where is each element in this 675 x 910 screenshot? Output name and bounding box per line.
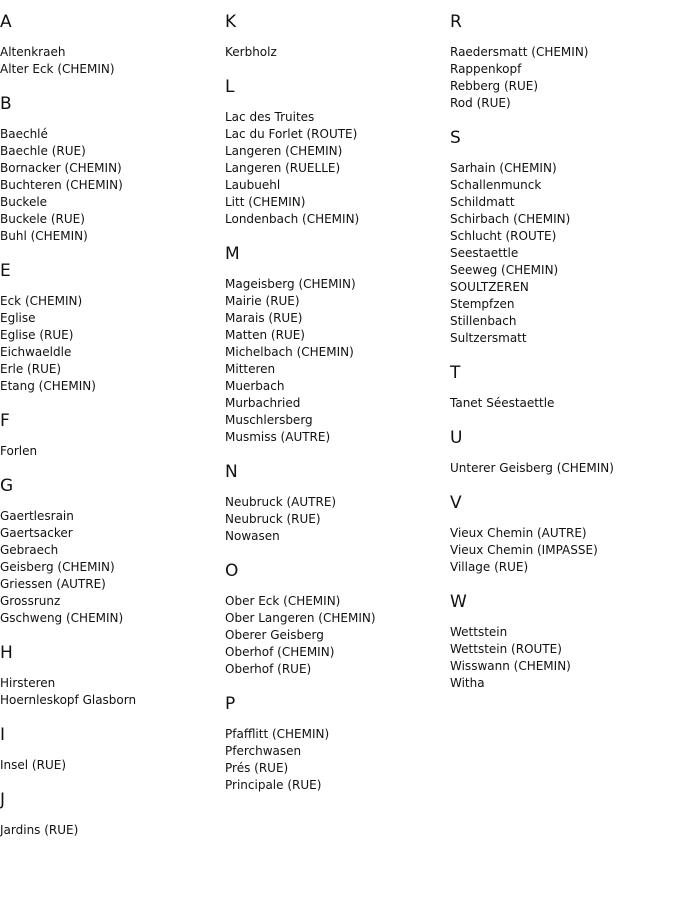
street-list-item — [0, 610, 220, 627]
letter-section-k — [225, 8, 445, 61]
street-list-item — [450, 641, 670, 658]
street-link[interactable]: Bornacker (CHEMIN) — [0, 161, 122, 175]
street-list-item — [0, 344, 220, 361]
street-link[interactable]: Schirbach (CHEMIN) — [450, 212, 571, 226]
letter-section-s — [450, 124, 670, 347]
street-link[interactable]: Prés (RUE) — [225, 761, 289, 775]
street-list — [225, 593, 445, 678]
street-link[interactable]: Sultzersmatt — [450, 331, 527, 345]
street-list-item — [450, 228, 670, 245]
street-list-item — [225, 160, 445, 177]
letter-section-h — [0, 639, 220, 709]
street-link[interactable]: Baechle (RUE) — [0, 144, 86, 158]
street-list — [0, 126, 220, 245]
street-link[interactable]: Pfafflitt (CHEMIN) — [225, 727, 330, 741]
letter-heading: T — [450, 363, 461, 383]
street-link[interactable]: Ober Langeren (CHEMIN) — [225, 611, 376, 625]
street-link[interactable]: Geisberg (CHEMIN) — [0, 560, 115, 574]
street-list-item — [0, 542, 220, 559]
letter-heading: J — [0, 790, 6, 810]
street-list — [450, 525, 670, 576]
street-link[interactable]: Stillenbach — [450, 314, 517, 328]
street-list-item — [225, 109, 445, 126]
street-list-item — [0, 44, 220, 61]
street-list-item — [0, 177, 220, 194]
street-list-item — [0, 675, 220, 692]
street-list-item — [450, 624, 670, 641]
street-link[interactable]: Eichwaeldle — [0, 345, 72, 359]
street-list-item — [225, 361, 445, 378]
street-link[interactable]: Oberhof (CHEMIN) — [225, 645, 335, 659]
street-list-item — [450, 460, 670, 477]
street-link[interactable]: Gaertlesrain — [0, 509, 74, 523]
street-list — [225, 276, 445, 446]
letter-section-t — [450, 359, 670, 412]
street-list-item — [225, 726, 445, 743]
street-list-item — [225, 593, 445, 610]
street-link[interactable]: Etang (CHEMIN) — [0, 379, 96, 393]
street-link[interactable]: Sarhain (CHEMIN) — [450, 161, 557, 175]
street-list-item — [0, 126, 220, 143]
street-link[interactable]: Marais (RUE) — [225, 311, 303, 325]
street-link[interactable]: Muerbach — [225, 379, 285, 393]
letter-section-p — [225, 690, 445, 794]
street-link[interactable]: Gaertsacker — [0, 526, 73, 540]
street-list — [450, 44, 670, 112]
street-list-item — [225, 211, 445, 228]
letter-section-b — [0, 90, 220, 245]
street-list-item — [225, 276, 445, 293]
street-list-item — [450, 395, 670, 412]
street-link[interactable]: Kerbholz — [225, 45, 277, 59]
street-link[interactable]: Rod (RUE) — [450, 96, 511, 110]
street-list-item — [225, 378, 445, 395]
street-list-item — [225, 511, 445, 528]
street-link[interactable]: Murbachried — [225, 396, 301, 410]
street-link[interactable]: Mageisberg (CHEMIN) — [225, 277, 356, 291]
street-list-item — [0, 525, 220, 542]
street-list-item — [225, 610, 445, 627]
street-link[interactable]: Neubruck (RUE) — [225, 512, 321, 526]
letter-section-e — [0, 257, 220, 395]
street-link[interactable]: Wettstein (ROUTE) — [450, 642, 562, 656]
street-list — [0, 44, 220, 78]
street-link[interactable]: Principale (RUE) — [225, 778, 322, 792]
street-list-item — [450, 525, 670, 542]
street-list-item — [450, 279, 670, 296]
street-link[interactable]: Alter Eck (CHEMIN) — [0, 62, 115, 76]
street-list-item — [0, 228, 220, 245]
street-list — [225, 494, 445, 545]
street-link[interactable]: Buhl (CHEMIN) — [0, 229, 88, 243]
street-list-item — [450, 61, 670, 78]
street-list — [0, 757, 220, 774]
street-link[interactable]: Musmiss (AUTRE) — [225, 430, 331, 444]
letter-heading: V — [450, 493, 462, 513]
street-list-item — [450, 559, 670, 576]
letter-heading: I — [0, 725, 6, 745]
street-list-item — [225, 760, 445, 777]
street-link[interactable]: Wisswann (CHEMIN) — [450, 659, 571, 673]
street-list-item — [0, 593, 220, 610]
street-list-item — [225, 627, 445, 644]
street-link[interactable]: Wettstein — [450, 625, 508, 639]
street-list-item — [225, 494, 445, 511]
letter-section-m — [225, 240, 445, 446]
street-link[interactable]: Village (RUE) — [450, 560, 529, 574]
street-link[interactable]: Oberer Geisberg — [225, 628, 324, 642]
street-index-column-2 — [225, 8, 445, 806]
street-link[interactable]: Schildmatt — [450, 195, 515, 209]
street-link[interactable]: Buckele (RUE) — [0, 212, 85, 226]
street-list-item — [0, 378, 220, 395]
street-link[interactable]: Hirsteren — [0, 676, 56, 690]
street-list — [0, 675, 220, 709]
street-link[interactable]: Langeren (CHEMIN) — [225, 144, 343, 158]
street-link[interactable]: Schallenmunck — [450, 178, 542, 192]
street-list-item — [450, 211, 670, 228]
street-list-item — [0, 757, 220, 774]
letter-heading: U — [450, 428, 463, 448]
street-link[interactable]: Michelbach (CHEMIN) — [225, 345, 354, 359]
letter-section-u — [450, 424, 670, 477]
letter-section-l — [225, 73, 445, 228]
street-list-item — [0, 361, 220, 378]
street-list-item — [0, 211, 220, 228]
street-list — [225, 726, 445, 794]
street-link[interactable]: Eglise — [0, 311, 36, 325]
street-list-item — [0, 508, 220, 525]
street-list-item — [0, 160, 220, 177]
street-list-item — [225, 293, 445, 310]
letter-heading: G — [0, 476, 14, 496]
street-link[interactable]: Nowasen — [225, 529, 280, 543]
street-list — [0, 443, 220, 460]
letter-section-j — [0, 786, 220, 839]
street-list-item — [225, 126, 445, 143]
letter-section-n — [225, 458, 445, 545]
street-link[interactable]: Raedersmatt (CHEMIN) — [450, 45, 589, 59]
street-list-item — [450, 44, 670, 61]
letter-heading: M — [225, 244, 240, 264]
street-list — [450, 160, 670, 347]
letter-heading: W — [450, 592, 467, 612]
street-link[interactable]: Muschlersberg — [225, 413, 313, 427]
street-list-item — [450, 78, 670, 95]
street-link[interactable]: Vieux Chemin (AUTRE) — [450, 526, 587, 540]
street-link[interactable]: Erle (RUE) — [0, 362, 62, 376]
street-link[interactable]: Mairie (RUE) — [225, 294, 300, 308]
street-link[interactable]: Rebberg (RUE) — [450, 79, 539, 93]
letter-heading: K — [225, 12, 237, 32]
letter-heading: N — [225, 462, 238, 482]
street-list-item — [225, 743, 445, 760]
street-link[interactable]: Unterer Geisberg (CHEMIN) — [450, 461, 614, 475]
street-list-item — [0, 327, 220, 344]
street-link[interactable]: Londenbach (CHEMIN) — [225, 212, 360, 226]
street-list-item — [225, 143, 445, 160]
street-link[interactable]: Seeweg (CHEMIN) — [450, 263, 559, 277]
letter-section-i — [0, 721, 220, 774]
street-list-item — [225, 528, 445, 545]
street-link[interactable]: Insel (RUE) — [0, 758, 66, 772]
street-list-item — [0, 559, 220, 576]
street-list-item — [0, 143, 220, 160]
street-list-item — [450, 330, 670, 347]
street-link[interactable]: Gebraech — [0, 543, 59, 557]
street-list-item — [450, 194, 670, 211]
street-link[interactable]: Neubruck (AUTRE) — [225, 495, 337, 509]
street-list-item — [225, 661, 445, 678]
street-link[interactable]: Altenkraeh — [0, 45, 66, 59]
street-list-item — [0, 310, 220, 327]
street-list — [450, 395, 670, 412]
street-link[interactable]: Hoernleskopf Glasborn — [0, 693, 137, 707]
street-link[interactable]: Laubuehl — [225, 178, 281, 192]
letter-heading: F — [0, 411, 10, 431]
street-list-item — [0, 443, 220, 460]
street-list-item — [225, 310, 445, 327]
street-list-item — [450, 245, 670, 262]
street-link[interactable]: Baechlé — [0, 127, 48, 141]
letter-heading: L — [225, 77, 235, 97]
street-link[interactable]: Schlucht (ROUTE) — [450, 229, 557, 243]
street-list-item — [450, 542, 670, 559]
letter-section-g — [0, 472, 220, 627]
street-link[interactable]: Forlen — [0, 444, 38, 458]
street-list-item — [450, 95, 670, 112]
street-list-item — [0, 194, 220, 211]
street-list — [450, 624, 670, 692]
street-link[interactable]: Ober Eck (CHEMIN) — [225, 594, 341, 608]
street-list — [0, 293, 220, 395]
street-list-item — [0, 576, 220, 593]
street-list-item — [225, 327, 445, 344]
street-list-item — [225, 344, 445, 361]
street-link[interactable]: Jardins (RUE) — [0, 823, 79, 837]
street-index-column-3 — [450, 8, 670, 704]
letter-section-w — [450, 588, 670, 692]
street-list-item — [450, 177, 670, 194]
street-list — [0, 508, 220, 627]
street-link[interactable]: Gschweng (CHEMIN) — [0, 611, 124, 625]
street-link[interactable]: Vieux Chemin (IMPASSE) — [450, 543, 598, 557]
street-list — [225, 109, 445, 228]
letter-heading: S — [450, 128, 461, 148]
letter-section-v — [450, 489, 670, 576]
street-list-item — [0, 61, 220, 78]
street-link[interactable]: Langeren (RUELLE) — [225, 161, 341, 175]
letter-heading: H — [0, 643, 13, 663]
street-list — [450, 460, 670, 477]
street-list-item — [225, 194, 445, 211]
street-link[interactable]: Eglise (RUE) — [0, 328, 74, 342]
street-link[interactable]: Tanet Séestaettle — [450, 396, 555, 410]
letter-heading: P — [225, 694, 236, 714]
street-list-item — [225, 777, 445, 794]
street-link[interactable]: Stempfzen — [450, 297, 515, 311]
letter-heading: B — [0, 94, 12, 114]
street-link[interactable]: Oberhof (RUE) — [225, 662, 312, 676]
street-list-item — [0, 822, 220, 839]
street-list-item — [225, 177, 445, 194]
street-link[interactable]: Buckele — [0, 195, 48, 209]
street-link[interactable]: Pferchwasen — [225, 744, 302, 758]
letter-heading: A — [0, 12, 12, 32]
street-list-item — [450, 313, 670, 330]
letter-section-r — [450, 8, 670, 112]
street-list-item — [225, 644, 445, 661]
street-link[interactable]: Matten (RUE) — [225, 328, 305, 342]
street-link[interactable]: Griessen (AUTRE) — [0, 577, 106, 591]
street-list-item — [0, 692, 220, 709]
letter-heading: E — [0, 261, 11, 281]
street-list-item — [450, 262, 670, 279]
street-list-item — [225, 412, 445, 429]
street-link[interactable]: Buchteren (CHEMIN) — [0, 178, 123, 192]
street-link[interactable]: SOULTZEREN — [450, 280, 529, 294]
street-list — [0, 822, 220, 839]
street-list — [225, 44, 445, 61]
street-list-item — [450, 675, 670, 692]
street-link[interactable]: Rappenkopf — [450, 62, 522, 76]
street-index-column-1 — [0, 8, 220, 851]
street-list-item — [225, 395, 445, 412]
street-link[interactable]: Litt (CHEMIN) — [225, 195, 306, 209]
street-list-item — [450, 160, 670, 177]
street-link[interactable]: Lac des Truites — [225, 110, 315, 124]
street-link[interactable]: Eck (CHEMIN) — [0, 294, 83, 308]
letter-section-a — [0, 8, 220, 78]
letter-section-f — [0, 407, 220, 460]
street-link[interactable]: Lac du Forlet (ROUTE) — [225, 127, 358, 141]
street-list-item — [225, 44, 445, 61]
street-link[interactable]: Witha — [450, 676, 485, 690]
letter-heading: O — [225, 561, 239, 581]
street-list-item — [450, 296, 670, 313]
street-list-item — [450, 658, 670, 675]
letter-heading: R — [450, 12, 462, 32]
street-list-item — [0, 293, 220, 310]
street-list-item — [225, 429, 445, 446]
letter-section-o — [225, 557, 445, 678]
street-link[interactable]: Grossrunz — [0, 594, 61, 608]
street-link[interactable]: Seestaettle — [450, 246, 519, 260]
street-link[interactable]: Mitteren — [225, 362, 276, 376]
